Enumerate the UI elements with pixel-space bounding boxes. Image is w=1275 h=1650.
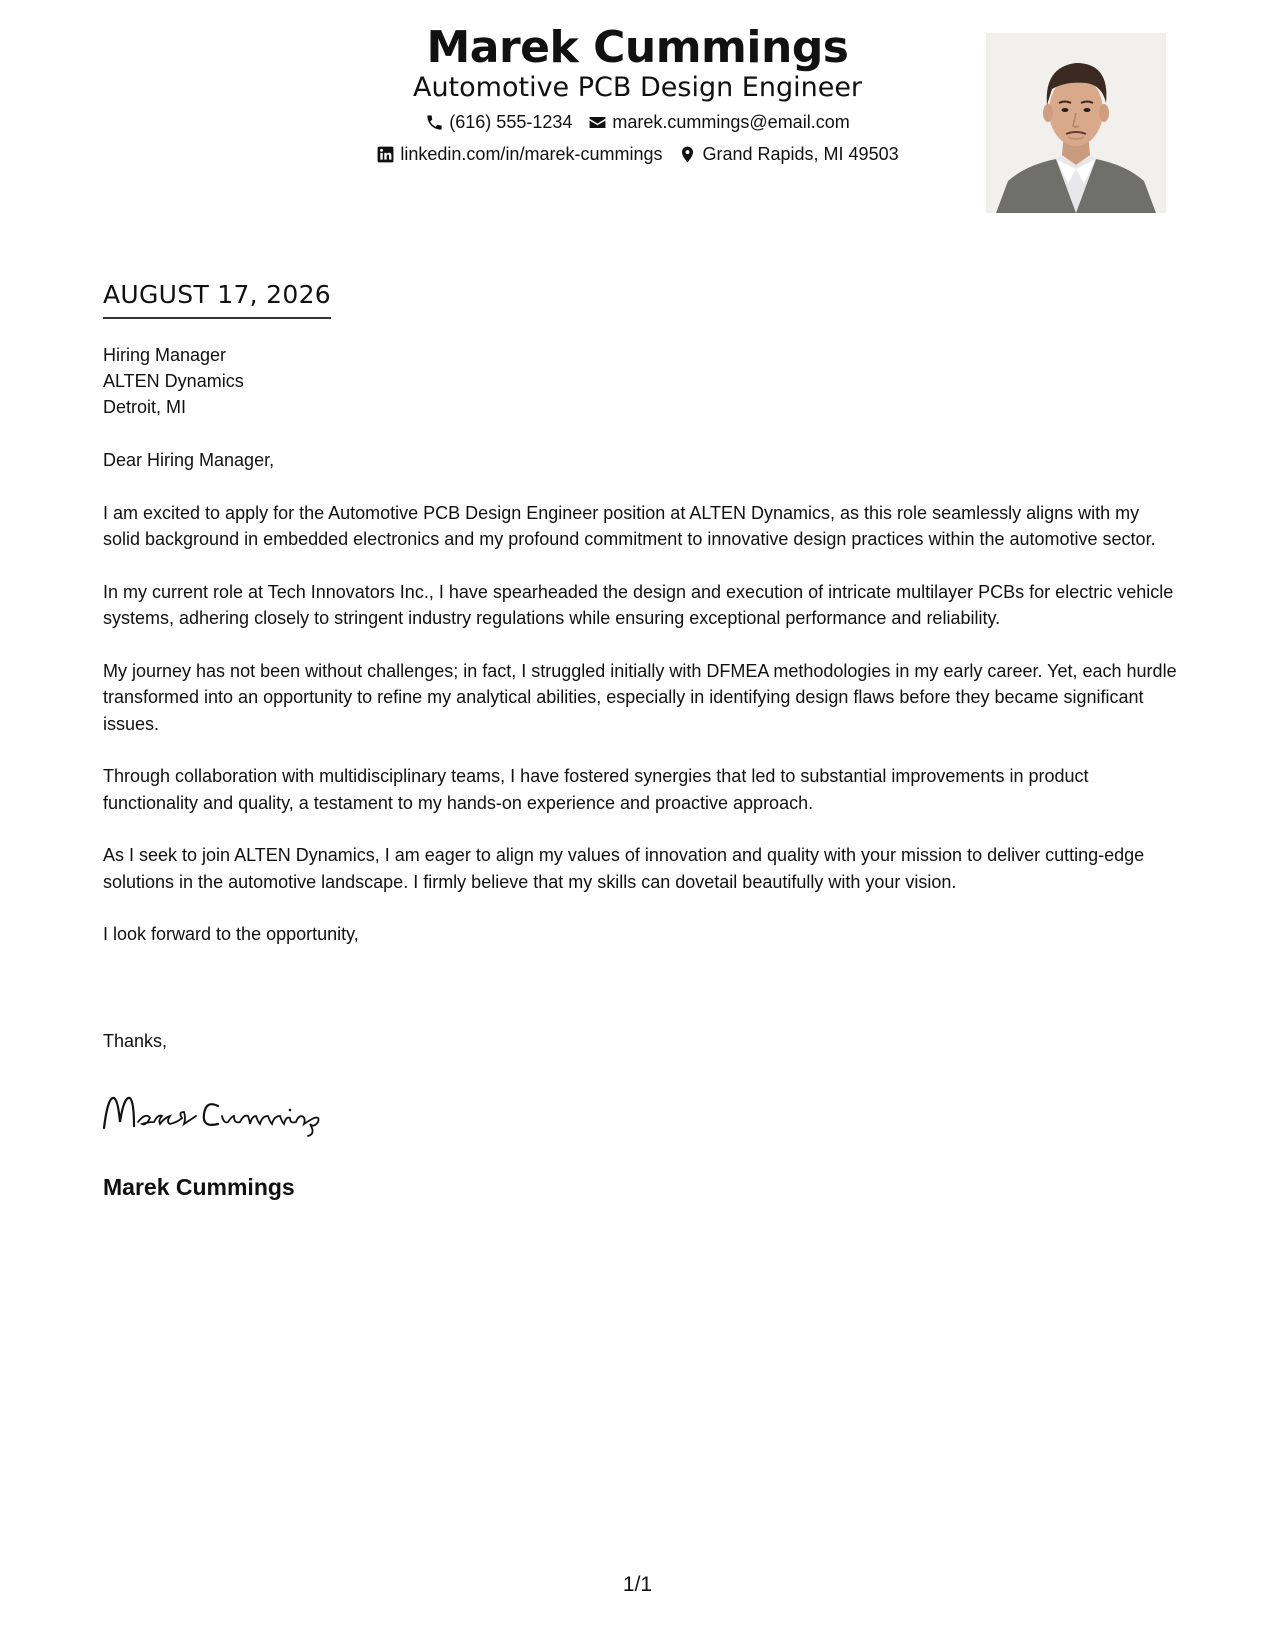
profile-photo [986, 33, 1166, 213]
linkedin-icon [376, 145, 395, 164]
closing-line: I look forward to the opportunity, [103, 924, 359, 944]
location-text: Grand Rapids, MI 49503 [702, 144, 899, 164]
recipient-company: ALTEN Dynamics [103, 371, 244, 391]
recipient-name: Hiring Manager [103, 345, 227, 365]
envelope-icon [588, 113, 607, 132]
recipient-location: Detroit, MI [103, 397, 187, 417]
letter-date-block [103, 280, 331, 319]
handwritten-signature [100, 1088, 350, 1143]
recipient-block [103, 342, 244, 420]
email-address: marek.cummings@email.com [612, 112, 850, 132]
body-paragraph: Through collaboration with multidisciplinary teams, I have fostered synergies that led to substantial improvements in product functionality and quality, a testament to my hands-on experience and proactive approach. [103, 766, 1089, 813]
body-paragraph: I am excited to apply for the Automotive PCB Design Engineer position at ALTEN Dynamics, as this role seamlessly aligns with my solid background in embedded electronics and my profound commitment to innovative design practices within the automotive sector. [103, 502, 1156, 549]
contact-email[interactable] [588, 112, 849, 133]
contact-location [678, 144, 898, 165]
linkedin-url: linkedin.com/in/marek-cummings [400, 144, 663, 164]
applicant-title: Automotive PCB Design Engineer [412, 72, 863, 103]
phone-icon [425, 113, 444, 132]
contact-phone [425, 112, 572, 133]
contact-linkedin[interactable] [376, 144, 662, 165]
page-number: 1/1 [622, 1573, 653, 1596]
phone-number: (616) 555-1234 [449, 112, 573, 132]
letter-body [103, 447, 1178, 974]
map-pin-icon [678, 145, 697, 164]
body-paragraph: As I seek to join ALTEN Dynamics, I am eager to align my values of innovation and quality with your mission to deliver cutting-edge solutions in the automotive landscape. I firmly believe that my skills can dovetail beautifully with your vision. [103, 845, 1145, 892]
body-paragraph: In my current role at Tech Innovators Inc., I have spearheaded the design and execution of intricate multilayer PCBs for electric vehicle systems, adhering closely to stringent industry regulations while ensuring exceptional performance and reliability. [103, 581, 1174, 628]
signed-name: Marek Cummings [103, 1174, 295, 1200]
letter-date: AUGUST 17, 2026 [103, 280, 331, 319]
closing-word: Thanks, [103, 1031, 168, 1051]
body-paragraph: My journey has not been without challenges; in fact, I struggled initially with DFMEA methodologies in my early career. Yet, each hurdle transformed into an opportunity to refine my analytical abilities, especially in identifying design flaws before they became significant issues. [103, 660, 1177, 734]
salutation: Dear Hiring Manager, [103, 450, 275, 470]
applicant-name: Marek Cummings [426, 22, 849, 73]
